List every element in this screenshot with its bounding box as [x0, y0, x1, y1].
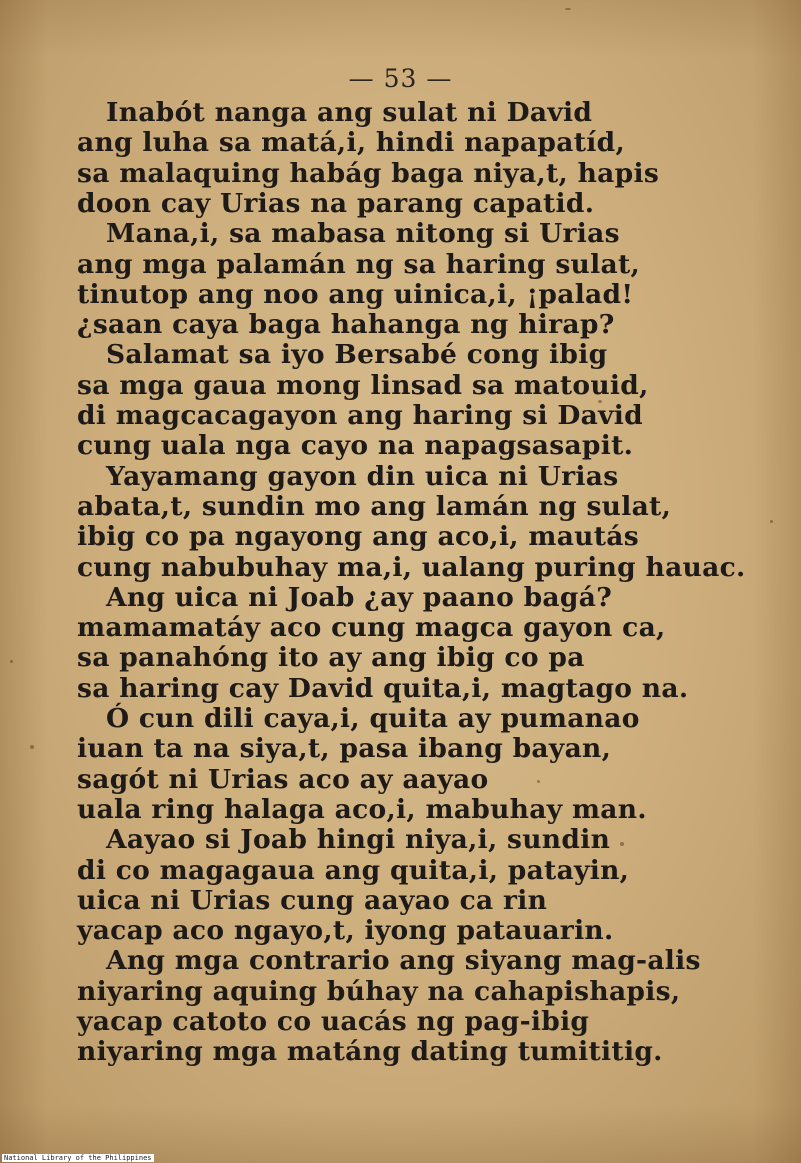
text-line: Inabót nanga ang sulat ni David [106, 97, 593, 128]
text-line: Ó cun dili caya,i, quita ay pumanao [106, 703, 640, 734]
text-line: yacap catoto co uacás ng pag-ibig [77, 1006, 590, 1037]
text-line: sa haring cay David quita,i, magtago na. [77, 672, 689, 704]
text-line: cung uala nga cayo na napagsasapit. [77, 430, 634, 462]
text-line: abata,t, sundin mo ang lamán ng sulat, [77, 490, 672, 522]
speck [10, 660, 13, 663]
text-line: sa panahóng ito ay ang ibig co pa [77, 642, 585, 674]
text-line: niyaring mga matáng dating tumititig. [77, 1036, 663, 1068]
text-line: sa malaquing habág baga niya,t, hapis [77, 157, 660, 189]
speck [537, 780, 540, 783]
text-line: ¿saan caya baga hahanga ng hirap? [77, 309, 615, 341]
speck [770, 520, 773, 523]
text-line: iuan ta na siya,t, pasa ibang bayan, [77, 733, 612, 765]
text-line: yacap aco ngayo,t, iyong patauarin. [77, 915, 614, 947]
library-footer: National Library of the Philippines [4, 1154, 152, 1162]
text-line: Mana,i, sa mabasa nitong si Urias [106, 218, 620, 250]
text-line: di magcacagayon ang haring si David [77, 400, 643, 431]
text-line: sagót ni Urias aco ay aayao [77, 763, 489, 795]
text-line: di co magagaua ang quita,i, patayin, [77, 854, 630, 886]
text-line: mamamatáy aco cung magca gayon ca, [77, 612, 666, 644]
text-line: Ang uica ni Joab ¿ay paano bagá? [106, 581, 613, 613]
text-line: Salamat sa iyo Bersabé cong ibig [106, 339, 608, 371]
text-line: Aayao si Joab hingi niya,i, sundin [106, 824, 611, 856]
text-line: sa mga gaua mong linsad sa matouid, [77, 369, 649, 401]
text-line: niyaring aquing búhay na cahapishapis, [77, 975, 681, 1007]
text-line: cung nabubuhay ma,i, ualang puring hauac. [77, 551, 746, 583]
speck [620, 842, 624, 846]
text-line: Yayamang gayon din uica ni Urias [106, 460, 619, 492]
text-line: Ang mga contrario ang siyang mag-alis [106, 945, 701, 977]
text-line: ibig co pa ngayong ang aco,i, mautás [77, 521, 639, 553]
speck [30, 745, 34, 749]
text-line: uala ring halaga aco,i, mabuhay man. [77, 793, 647, 825]
text-line: doon cay Urias na parang capatid. [77, 187, 595, 219]
text-line: ang mga palamán ng sa haring sulat, [77, 248, 641, 280]
speck [565, 8, 571, 10]
text-line: uica ni Urias cung aayao ca rin [77, 884, 548, 916]
page-number: — 53 — [348, 64, 453, 93]
text-line: ang luha sa matá,i, hindi napapatíd, [77, 127, 625, 159]
text-line: tinutop ang noo ang uinica,i, ¡palad! [77, 278, 634, 310]
